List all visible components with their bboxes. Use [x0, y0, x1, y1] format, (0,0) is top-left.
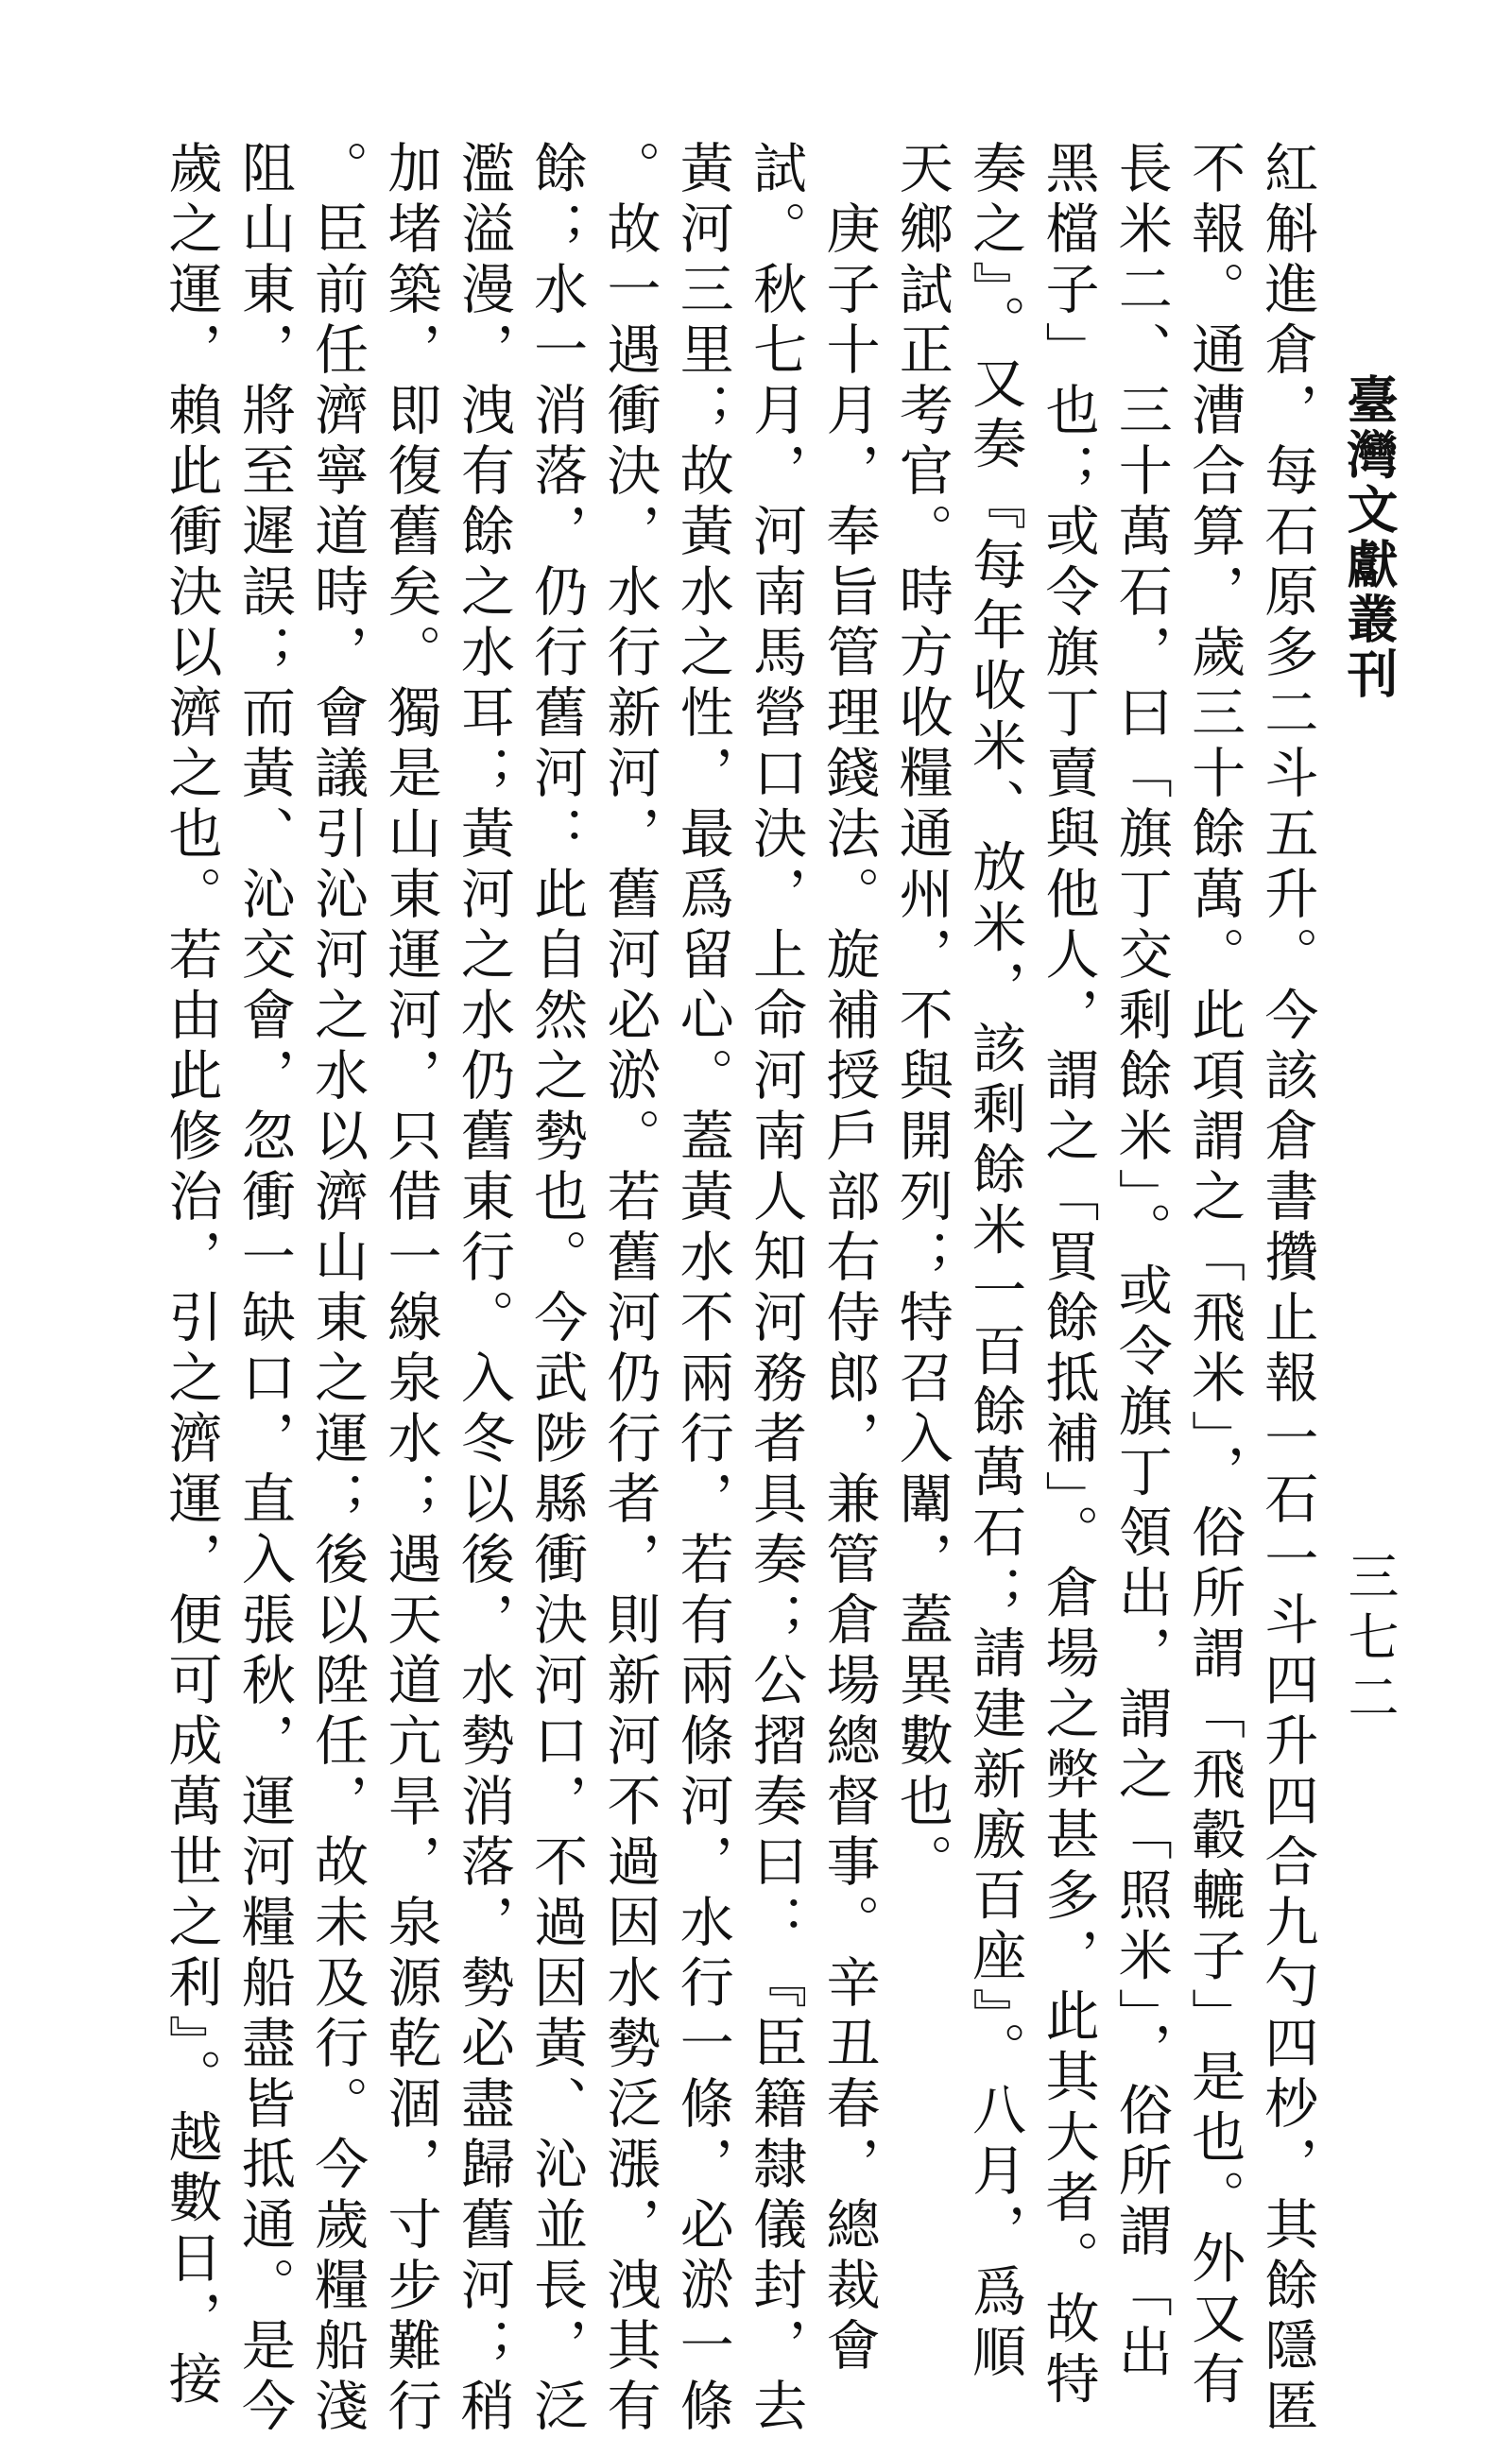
text-column: 不報。通漕合算，歲三十餘萬。此項謂之「飛米」，俗所謂「飛轂轆子」是也。外又有 — [1182, 140, 1246, 2412]
text-column: 長米二、三十萬石，曰「旗丁交剩餘米」。或令旗丁領出，謂之「照米」，俗所謂「出 — [1109, 140, 1173, 2384]
text-column: 加堵築，即復舊矣。獨是山東運河，只借一線泉水；遇天道亢旱，泉源乾涸，寸步難行 — [378, 140, 441, 2438]
text-column: 濫溢漫，洩有餘之水耳；黃河之水仍舊東行。入冬以後，水勢消落，勢必盡歸舊河；稍 — [452, 140, 515, 2438]
text-column: 紅斛進倉，每石原多二斗五升。今該倉書攢止報一石一斗四升四合九勺四杪，其餘隱匿 — [1255, 140, 1318, 2438]
text-column: 阻山東，將至遲誤；而黃、沁交會，忽衝一缺口，直入張秋，運河糧船盡皆抵通。是今 — [232, 140, 296, 2438]
text-column: 天鄉試正考官。時方收糧通州，不與開列；特召入闈，蓋異數也。 — [890, 140, 954, 1894]
text-column: 歲之運，賴此衝決以濟之也。若由此修治，引之濟運，便可成萬世之利』。越數日，接 — [160, 140, 222, 2412]
text-column: 餘；水一消落，仍行舊河：此自然之勢也。今武陟縣衝決河口，不過因黃、沁並長，泛 — [524, 140, 588, 2438]
vertical-text-body — [151, 140, 1318, 2438]
text-column: 。故一遇衝決，水行新河，舊河必淤。若舊河仍行者，則新河不過因水勢泛漲，洩其有 — [597, 140, 661, 2438]
text-column: 黃河三里；故黃水之性，最爲留心。蓋黃水不兩行，若有兩條河，水行一條，必淤一條 — [671, 140, 734, 2438]
page-number: 三七二 — [1340, 1550, 1400, 1731]
running-header-title: 臺灣文獻叢刊 — [1339, 373, 1400, 702]
text-column: 奏之』。又奏『每年收米、放米，該剩餘米一百餘萬石；請建新廒百座』。八月，爲順 — [963, 140, 1026, 2384]
text-column: 試。秋七月，河南馬營口決，上命河南人知河務者具奏；公摺奏曰：『臣籍隸儀封，去 — [744, 140, 807, 2438]
text-column: 黑檔子」也；或令旗丁賣與他人，謂之「買餘抵補」。倉場之弊甚多，此其大者。故特 — [1036, 140, 1099, 2412]
text-column: 。臣前任濟寧道時，會議引沁河之水以濟山東之運；後以陞任，故未及行。今歲糧船淺 — [305, 140, 369, 2438]
text-column-paragraph-start: 庚子十月，奉旨管理錢法。旋補授戶部右侍郎，兼管倉場總督事。辛丑春，總裁會 — [816, 200, 880, 2378]
